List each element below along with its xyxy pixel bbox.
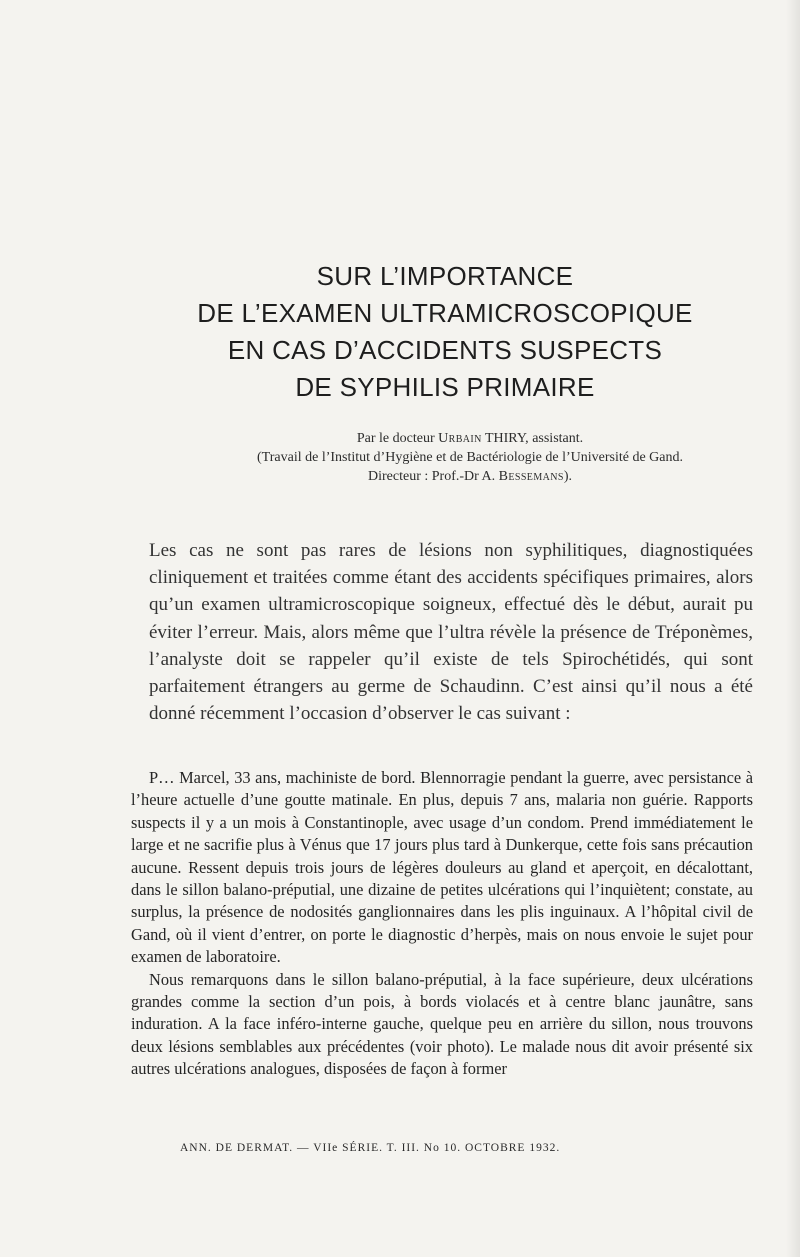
director-prefix: Directeur : Prof.-Dr A. — [368, 469, 499, 484]
journal-footer: ANN. DE DERMAT. — VIIe SÉRIE. T. III. No 10. OCTOBRE 1932. — [180, 1142, 561, 1154]
body-paragraph-2: Nous remarquons dans le sillon balano-préputial, à la face supérieure, deux ulcérations grandes comme la section d’un pois, à bords violacés et à centre blanc jaunâtre, sans induration. A la face inféro-interne gauche, quelque peu en arrière du sillon, nous trouvons deux lésions semblables aux précédentes (voir photo). Le malade nous dit avoir présenté six autres ulcérations analogues, disposées de façon à former — [131, 969, 753, 1079]
author-prefix: Par le docteur — [356, 431, 439, 446]
article-body — [131, 767, 753, 1081]
byline — [150, 429, 790, 486]
director-name: Bessemans — [498, 469, 564, 484]
author-first-name: Urbain — [438, 431, 482, 446]
author-role: assistant. — [528, 431, 584, 446]
intro-paragraph: Les cas ne sont pas rares de lésions non syphilitiques, diagnostiquées cliniquement et traitées comme étant des accidents spécifiques primaires, alors qu’un examen ultramicroscopique soigneux, effectué dès le début, aurait pu éviter l’erreur. Mais, alors même que l’ultra révèle la présence de Tréponèmes, l’analyste doit se rappeler qu’il existe de tels Spirochétidés, qui sont parfaitement étrangers au germe de Schaudinn. C’est ainsi qu’il nous a été donné récemment l’occasion d’observer le cas suivant : — [149, 540, 753, 725]
author-last-name: THIRY, — [481, 431, 529, 446]
title-line-1: SUR L’IMPORTANCE — [316, 261, 574, 291]
director-suffix: ). — [563, 469, 572, 484]
institution-line: (Travail de l’Institut d’Hygiène et de Bactériologie de l’Université de Gand. — [257, 450, 683, 465]
body-paragraph-1: P… Marcel, 33 ans, machiniste de bord. Blennorragie pendant la guerre, avec persistance à l’heure actuelle d’une goutte matinale. En plus, depuis 7 ans, malaria non guérie. Rapports suspects il y a un mois à Constantinople, avec usage d’un condom. Prend immédiatement le large et ne sacrifie plus à Vénus que 17 jours plus tard à Dunkerque, cette fois sans précaution aucune. Ressent depuis trois jours de légères douleurs au gland et aperçoit, en décalottant, dans le sillon balano-préputial, une dizaine de petites ulcérations qui l’inquiètent; constate, au surplus, la présence de nodosités ganglionnaires dans les plis inguinaux. A l’hôpital civil de Gand, où il vient d’entrer, on porte le diagnostic d’herpès, mais on nous envoie le sujet pour examen de laboratoire. — [131, 768, 753, 967]
title-line-3: EN CAS D’ACCIDENTS SUSPECTS — [227, 335, 663, 365]
title-line-2: DE L’EXAMEN ULTRAMICROSCOPIQUE — [197, 298, 693, 328]
author-line — [150, 429, 790, 448]
article-title — [100, 258, 790, 406]
title-line-4: DE SYPHILIS PRIMAIRE — [295, 372, 595, 402]
page-edge-shadow — [786, 0, 800, 1257]
director-line — [150, 467, 790, 486]
